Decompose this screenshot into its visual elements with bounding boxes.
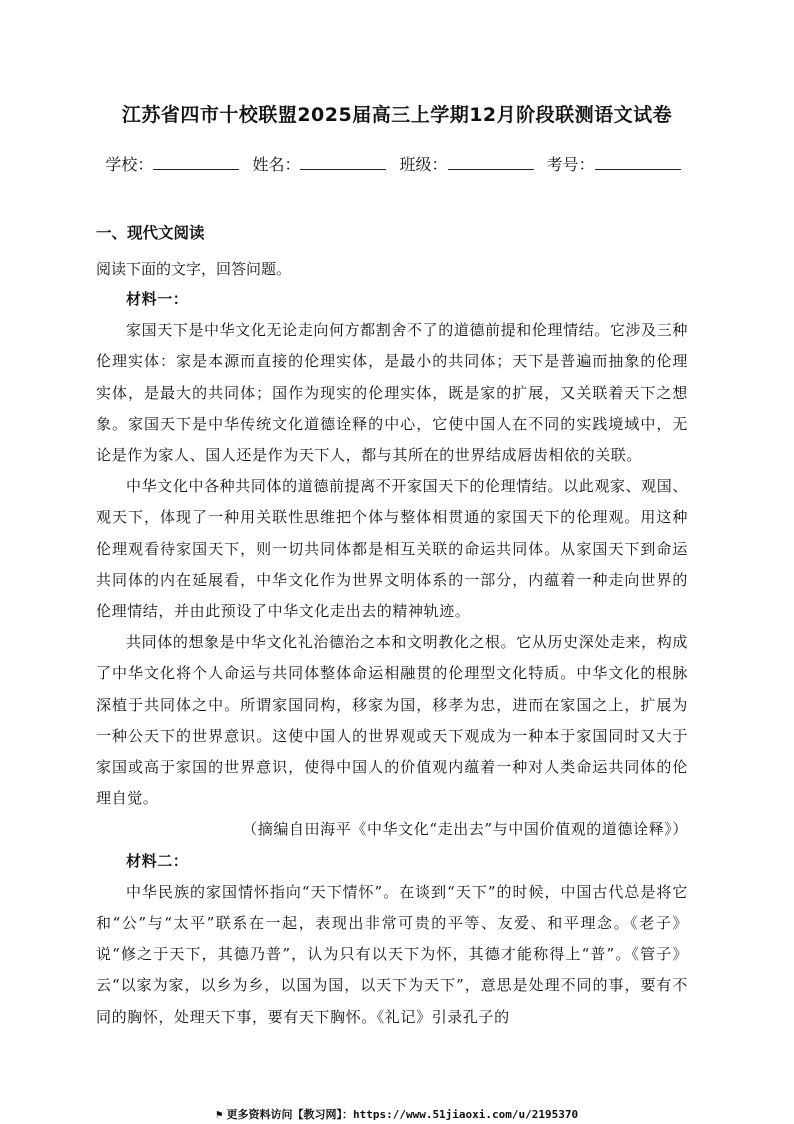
material-1-source: （摘编自田海平《中华文化“走出去”与中国价值观的道德诠释》） [242,820,688,839]
name-blank [300,155,386,170]
name-label: 姓名： [252,155,301,174]
footer-text: 更多资料访问【教习网】：https://www.51jiaoxi.com/u/2195370 [226,1108,579,1121]
material-2-label: 材料二： [126,851,189,870]
class-blank [448,155,534,170]
student-info-line [0,152,794,175]
section-heading: 一、现代文阅读 [96,224,205,242]
exam-number-blank [595,155,681,170]
section-instruction: 阅读下面的文字，回答问题。 [96,260,292,278]
material-1-paragraph-1: 家国天下是中华文化无论走向何方都割舍不了的道德前提和伦理情结。它涉及三种伦理实体：家是本源而直接的伦理实体，是最小的共同体；天下是普遍而抽象的伦理实体，是最大的共同体；国作为现实的伦理实体，既是家的扩展，又关联着天下之想象。家国天下是中华传统文化道德诠释的中心，它使中国人在不同的实践境域中，无论是作为家人、国人还是作为天下人，都与其所在的世界结成唇齿相依的关联。 [96,321,688,465]
material-1-paragraph-2: 中华文化中各种共同体的道德前提离不开家国天下的伦理情结。以此观家、观国、观天下，体现了一种用关联性思维把个体与整体相贯通的家国天下的伦理观。用这种伦理观看待家国天下，则一切共同体都是相互关联的命运共同体。从家国天下到命运共同体的内在延展看，中华文化作为世界文明体系的一部分，内蕴着一种走向世界的伦理情结，并由此预设了中华文化走出去的精神轨迹。 [96,477,688,621]
school-blank [153,155,239,170]
material-1-paragraph-3: 共同体的想象是中华文化礼治德治之本和文明教化之根。它从历史深处走来，构成了中华文化将个人命运与共同体整体命运相融贯的伦理型文化特质。中华文化的根脉深植于共同体之中。所谓家国同构，移家为国，移孝为忠，进而在家国之上，扩展为一种公天下的世界意识。这使中国人的世界观或天下观成为一种本于家国同时又大于家国或高于家国的世界意识，使得中国人的价值观内蕴着一种对人类命运共同体的伦理自觉。 [96,633,688,808]
material-2-paragraph-1: 中华民族的家国情怀指向“天下情怀”。在谈到“天下”的时候，中国古代总是将它和“公”与“太平”联系在一起，表现出非常可贵的平等、友爱、和平理念。《老子》说“修之于天下，其德乃普”，认为只有以天下为怀，其德才能称得上“普”。《管子》云“以家为家，以乡为乡，以国为国，以天下为天下”，意思是处理不同的事，要有不同的胸怀，处理天下事，要有天下胸怀。《礼记》引录孔子的 [96,882,688,1026]
flag-icon: ⚑ [215,1108,223,1121]
class-label: 班级： [399,155,448,174]
footer-link[interactable] [0,1106,794,1122]
exam-title: 江苏省四市十校联盟2025届高三上学期12月阶段联测语文试卷 [121,104,673,126]
school-label: 学校： [105,155,154,174]
material-1-label: 材料一： [126,290,189,308]
exam-number-label: 考号： [546,155,595,174]
reading-passage [96,284,688,1033]
